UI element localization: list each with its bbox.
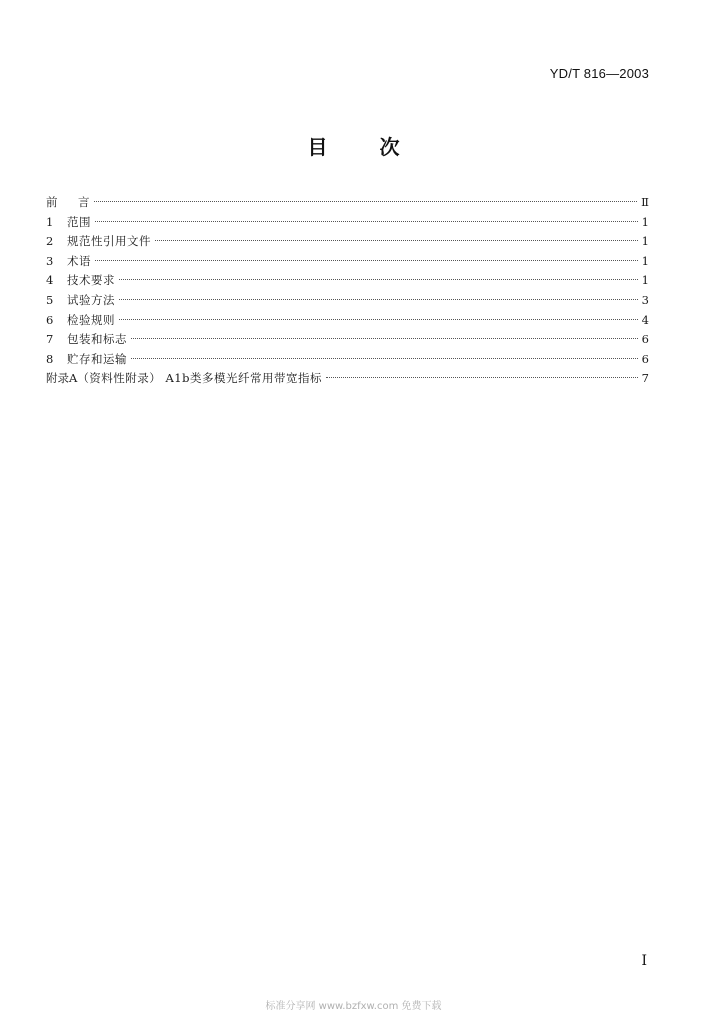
watermark-text: 标准分享网 www.bzfxw.com 免费下载	[265, 1001, 442, 1012]
toc-entry-number: 7	[46, 332, 54, 347]
toc-entry-page: 1	[641, 253, 649, 268]
toc-entry-number: 8	[46, 351, 54, 366]
toc-entry-label: 试验方法	[67, 292, 115, 307]
toc-entry-number: 3	[46, 253, 54, 268]
toc-entry-number: 前	[46, 195, 58, 209]
toc-leader-dots	[95, 260, 638, 261]
toc-entry-number: 2	[46, 234, 54, 249]
toc-entry-label: 技术要求	[67, 273, 115, 288]
toc-entry-page: 1	[641, 234, 649, 249]
page-title	[0, 131, 707, 160]
toc-entry-number: 附录A	[46, 371, 78, 386]
toc-entry-page: 6	[641, 351, 649, 366]
toc-entry-inspection-rules[interactable]	[46, 311, 649, 331]
toc-entry-storage-transport[interactable]	[46, 350, 649, 370]
toc-entry-number: 1	[46, 214, 54, 229]
toc-leader-dots	[119, 279, 638, 280]
page-title-char-2: 次	[379, 135, 400, 159]
toc-entry-label: 术语	[67, 253, 91, 268]
toc-entry-page: 7	[641, 371, 649, 386]
toc-entry-label: 言	[78, 195, 90, 209]
toc-leader-dots	[94, 201, 637, 202]
toc-entry-label: 检验规则	[67, 312, 115, 327]
toc-leader-dots	[131, 338, 638, 339]
toc-entry-label: （资料性附录） A1b类多模光纤常用带宽指标	[77, 371, 322, 386]
toc-entry-page: 3	[641, 292, 649, 307]
page-title-char-1: 目	[307, 135, 328, 159]
toc-entry-foreword[interactable]	[46, 193, 649, 213]
toc-entry-label: 贮存和运输	[67, 351, 127, 366]
toc-entry-page: Ⅱ	[641, 195, 649, 209]
toc-entry-scope[interactable]	[46, 213, 649, 233]
toc-entry-page: 6	[641, 332, 649, 347]
toc-entry-number: 4	[46, 273, 54, 288]
toc-entry-annex-a[interactable]	[46, 369, 649, 389]
toc-leader-dots	[155, 240, 638, 241]
toc-entry-terms[interactable]	[46, 252, 649, 272]
toc-leader-dots	[119, 299, 638, 300]
page-number: I	[641, 953, 647, 969]
toc-leader-dots	[95, 221, 638, 222]
toc-entry-label: 范围	[67, 214, 91, 229]
toc-entry-number: 5	[46, 292, 54, 307]
table-of-contents	[46, 193, 649, 389]
toc-leader-dots	[119, 319, 638, 320]
standard-number: YD/T 816—2003	[549, 66, 649, 81]
toc-entry-packaging-marking[interactable]	[46, 330, 649, 350]
toc-entry-number: 6	[46, 312, 54, 327]
toc-entry-label: 规范性引用文件	[67, 234, 151, 249]
toc-entry-page: 4	[641, 312, 649, 327]
toc-entry-page: 1	[641, 214, 649, 229]
toc-entry-page: 1	[641, 273, 649, 288]
toc-entry-label: 包装和标志	[67, 332, 127, 347]
toc-leader-dots	[131, 358, 638, 359]
toc-entry-technical-requirements[interactable]	[46, 271, 649, 291]
toc-leader-dots	[326, 377, 638, 378]
toc-entry-normative-references[interactable]	[46, 232, 649, 252]
toc-entry-test-methods[interactable]	[46, 291, 649, 311]
